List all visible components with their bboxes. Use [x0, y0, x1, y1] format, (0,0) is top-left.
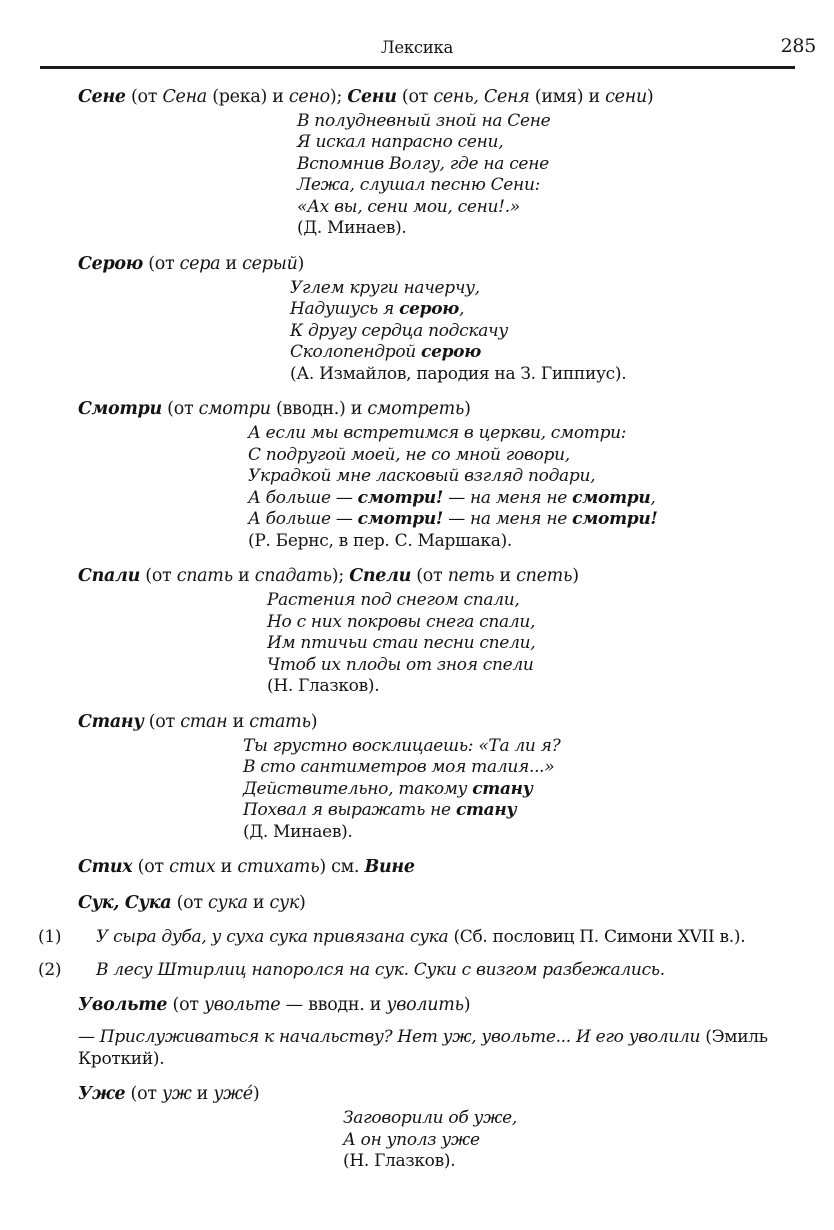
text-run: Растения под снегом спали, — [267, 590, 520, 610]
poem-line — [343, 1108, 804, 1130]
text-run: (Д. Минаев). — [243, 821, 353, 842]
poem-line — [267, 612, 804, 634]
text-run: (от — [140, 566, 177, 586]
text-run: Сук, Сука — [78, 893, 172, 913]
text-run: (имя) и — [529, 86, 606, 107]
text-run: , — [459, 299, 465, 319]
text-run: Я искал напрасно сени, — [297, 132, 504, 152]
text-run: Ты грустно восклицаешь: «Та ли я? — [243, 735, 561, 756]
text-run: С подругой моей, не со мной говори, — [248, 444, 570, 465]
poem-line — [267, 655, 804, 677]
poem-line — [248, 531, 804, 553]
text-run: Сени — [347, 86, 397, 107]
text-run: В полудневный зной на Сене — [297, 110, 551, 131]
text-run: ) — [646, 86, 654, 107]
text-run: смотри! — [357, 487, 444, 508]
text-run: «Ах вы, сени мои, сени!.» — [297, 196, 520, 217]
text-run: Уже — [78, 1084, 126, 1104]
text-run: А больше — — [248, 487, 358, 508]
poem-line — [243, 822, 804, 844]
text-run: Вине — [364, 857, 415, 877]
text-run: Спели — [349, 566, 412, 586]
text-run: (Д. Минаев). — [297, 218, 407, 238]
text-run: ) — [310, 711, 318, 732]
example-row — [38, 926, 804, 948]
text-run: Действительно, такому — [243, 778, 473, 799]
headword-line — [78, 993, 804, 1017]
text-run: и — [494, 566, 517, 586]
text-run: (от — [161, 399, 199, 419]
dictionary-entry — [78, 710, 804, 844]
text-run: сука — [207, 893, 248, 913]
poem-line — [248, 423, 804, 445]
text-run: смотри! — [357, 509, 444, 529]
text-run: Стану — [78, 711, 144, 732]
text-run: Спали — [78, 566, 141, 586]
text-run: Украдкой мне ласковый взгляд подари, — [248, 466, 596, 486]
running-head-title: Лексика — [380, 38, 454, 57]
text-run: (Р. Бернс, в пер. С. Маршака). — [248, 530, 513, 551]
text-run: серою — [399, 299, 460, 319]
dictionary-entry — [78, 993, 804, 1070]
poem-line — [267, 676, 804, 698]
text-run: ) — [463, 995, 471, 1015]
text-run: Смотри — [78, 399, 162, 419]
poem-line — [248, 509, 804, 531]
text-run: (от — [143, 253, 180, 274]
headword-line — [78, 564, 804, 588]
text-run: увольте — [203, 995, 281, 1015]
text-run: Им птичьи стаи песни спели, — [267, 633, 536, 653]
example-text — [96, 926, 745, 948]
note-line — [78, 1026, 804, 1070]
text-run: Вспомнив Волгу, где на сене — [297, 153, 549, 174]
dictionary-entry — [78, 1082, 804, 1173]
text-run: , — [650, 487, 656, 508]
text-run: (от — [143, 711, 181, 732]
example-number: (1) — [38, 927, 62, 947]
text-run: (от — [125, 1084, 162, 1104]
headword-line — [78, 1082, 804, 1106]
text-run: уже́ — [213, 1084, 253, 1104]
text-run: А если мы встретимся в церкви, смотри: — [248, 423, 627, 443]
text-run: серый — [242, 253, 298, 274]
text-run: сера — [179, 253, 221, 274]
text-run: и — [191, 1084, 214, 1104]
poem-line — [297, 218, 804, 240]
text-run: — Прислуживаться к начальству? Нет уж, увольте... И его уволили — [78, 1027, 706, 1047]
text-run: (река) и — [206, 86, 289, 107]
text-run: (вводн.) и — [270, 399, 368, 419]
text-run: сени — [605, 86, 647, 107]
entries-list — [0, 69, 834, 1173]
poem-block — [297, 111, 804, 240]
text-run: А он уполз уже — [343, 1129, 480, 1150]
poem-line — [343, 1130, 804, 1152]
text-run: К другу сердца подскачу — [290, 320, 508, 341]
text-run: Надушусь я — [290, 299, 400, 319]
text-run: В лесу Штирлиц напоролся на сук. Суки с визгом разбежались. — [96, 960, 665, 980]
poem-line — [297, 175, 804, 197]
text-run: ); — [331, 566, 350, 586]
poem-line — [243, 736, 804, 758]
text-run: Заговорили об уже, — [343, 1108, 517, 1128]
dictionary-entry — [78, 397, 804, 552]
poem-line — [290, 321, 804, 343]
text-run: сено — [288, 86, 330, 107]
text-run: и — [215, 857, 238, 877]
text-run: спеть — [516, 566, 573, 586]
poem-line — [297, 111, 804, 133]
poem-line — [297, 197, 804, 219]
poem-line — [267, 633, 804, 655]
headword-line — [78, 397, 804, 421]
text-run: — на меня не — [443, 509, 573, 529]
poem-line — [290, 299, 804, 321]
text-run: петь — [447, 566, 495, 586]
text-run: серою — [421, 342, 481, 362]
text-run: смотри! — [572, 509, 658, 529]
poem-line — [248, 488, 804, 510]
text-run: Лежа, слушал песню Сени: — [297, 175, 541, 195]
poem-line — [290, 364, 804, 386]
dictionary-entry — [78, 855, 804, 879]
text-run: (А. Измайлов, пародия на З. Гиппиус). — [290, 363, 627, 384]
text-run: сень, Сеня — [433, 86, 530, 107]
text-run: Серою — [78, 253, 143, 274]
text-run: Увольте — [78, 995, 168, 1015]
text-run: ) — [572, 566, 579, 586]
poem-line — [343, 1151, 804, 1173]
text-run: сук — [269, 893, 300, 913]
poem-block — [290, 278, 804, 386]
text-run: (Н. Глазков). — [267, 676, 380, 696]
text-run: ); — [329, 86, 348, 107]
text-run: смотри — [572, 487, 651, 508]
poem-block — [243, 736, 804, 844]
text-run: Сена — [162, 86, 207, 107]
headword-line — [78, 252, 804, 276]
running-header — [40, 35, 816, 60]
text-run: Стих — [78, 857, 133, 877]
text-run: (от — [132, 857, 170, 877]
text-run: ) — [464, 399, 471, 419]
text-run: У сыра дуба, у суха сука привязана сука — [96, 927, 454, 947]
poem-line — [290, 278, 804, 300]
text-run: — вводн. и — [280, 995, 387, 1015]
text-run: уж — [161, 1084, 192, 1104]
poem-line — [297, 154, 804, 176]
text-run: Но с них покровы снега спали, — [267, 611, 536, 632]
text-run: (Сб. пословиц П. Симони XVII в.). — [453, 927, 746, 947]
text-run: спать — [176, 566, 233, 586]
text-run: и — [220, 253, 243, 274]
text-run: стих — [169, 857, 216, 877]
example-row — [38, 959, 804, 981]
poem-line — [290, 342, 804, 364]
poem-line — [297, 132, 804, 154]
text-run: ) см. — [319, 857, 365, 877]
text-run: и — [232, 566, 255, 586]
text-run: (Н. Глазков). — [343, 1151, 456, 1171]
text-run: стану — [455, 800, 517, 820]
text-run: А больше — — [248, 509, 358, 529]
text-run: (от — [411, 566, 448, 586]
text-run: и — [227, 711, 250, 732]
page-number: 285 — [780, 35, 816, 57]
headword-line — [78, 710, 804, 734]
dictionary-entry — [78, 564, 804, 698]
example-number: (2) — [38, 960, 62, 980]
text-run: ) — [252, 1084, 260, 1104]
dictionary-entry — [78, 252, 804, 386]
poem-block — [248, 423, 804, 552]
poem-line — [243, 779, 804, 801]
text-run: и — [247, 893, 270, 913]
poem-line — [267, 590, 804, 612]
text-run: (от — [396, 86, 434, 107]
example-text — [96, 959, 665, 981]
text-run: — на меня не — [443, 487, 573, 508]
text-run: стихать — [237, 857, 320, 877]
poem-line — [243, 757, 804, 779]
headword-line — [78, 85, 804, 109]
text-run: Сколопендрой — [290, 342, 422, 362]
text-run: стану — [472, 778, 533, 799]
text-run: стан — [180, 711, 228, 732]
text-run: стать — [249, 711, 311, 732]
poem-line — [248, 445, 804, 467]
text-run: (от — [125, 86, 163, 107]
poem-line — [243, 800, 804, 822]
text-run: уволить — [386, 995, 464, 1015]
text-run: ) — [299, 893, 306, 913]
text-run: В сто сантиметров моя талия...» — [243, 757, 555, 777]
text-run: Углем круги начерчу, — [290, 277, 480, 298]
text-run: Похвал я выражать не — [243, 800, 456, 820]
text-run: смотреть — [367, 399, 465, 419]
text-run: (от — [167, 995, 204, 1015]
text-run: (от — [171, 893, 208, 913]
text-run: спадать — [254, 566, 332, 586]
dictionary-entry — [38, 891, 804, 981]
poem-line — [248, 466, 804, 488]
dictionary-entry — [78, 85, 804, 240]
text-run: (Эмиль Кроткий). — [78, 1027, 768, 1069]
text-run: ) — [297, 253, 305, 274]
poem-block — [267, 590, 804, 698]
text-run: смотри — [198, 399, 271, 419]
headword-line — [78, 855, 804, 879]
poem-block — [343, 1108, 804, 1173]
text-run: Сене — [78, 86, 126, 107]
text-run: Чтоб их плоды от зноя спели — [267, 654, 534, 675]
headword-line — [78, 891, 804, 915]
